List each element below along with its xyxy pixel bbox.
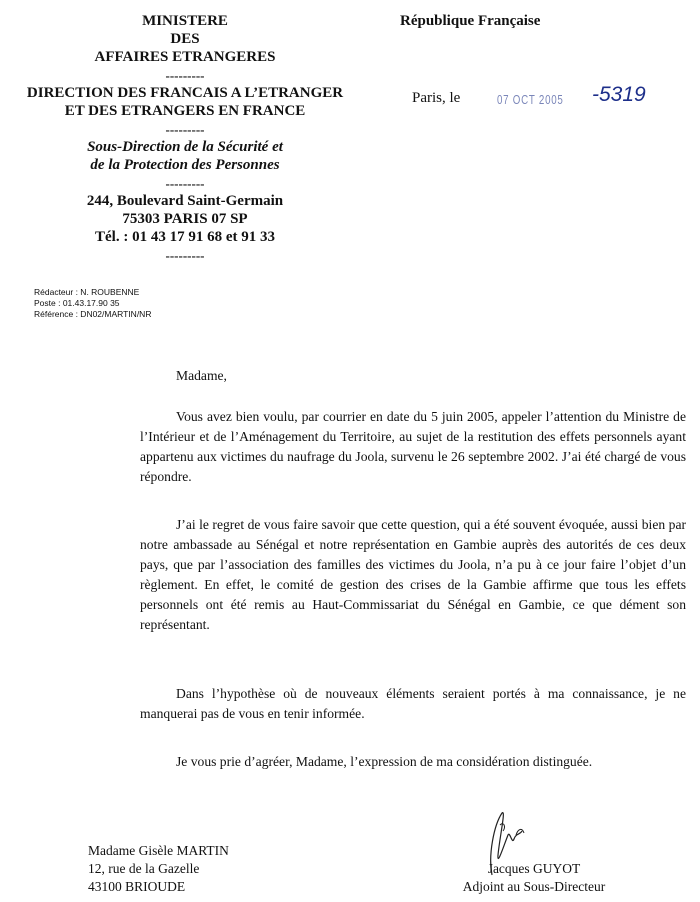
address-line-2: 75303 PARIS 07 SP: [122, 211, 248, 227]
separator: ---------: [165, 122, 205, 137]
recipient-name: Madame Gisèle MARTIN: [88, 843, 229, 858]
paragraph-4: Je vous prie d’agréer, Madame, l’expression de ma considération distinguée.: [176, 754, 593, 769]
recipient-block: [88, 842, 229, 896]
date-prefix: Paris, le: [412, 90, 461, 106]
meta-block: [34, 287, 151, 320]
salutation: Madame,: [176, 368, 227, 383]
recipient-street: 12, rue de la Gazelle: [88, 861, 200, 876]
separator: ---------: [165, 68, 205, 83]
recipient-city: 43100 BRIOUDE: [88, 879, 186, 894]
reference-number: -5319: [592, 83, 646, 106]
date-stamp: 07 OCT 2005: [497, 92, 564, 107]
signatory-block: [444, 860, 624, 896]
subdirection-line-1: Sous-Direction de la Sécurité et: [87, 139, 283, 155]
paragraph-3: Dans l’hypothèse où de nouveaux éléments seraient portés à ma connaissance, je ne manquerai pas de vous en tenir informée.: [140, 686, 686, 721]
direction-line-2: ET DES ETRANGERS EN FRANCE: [64, 103, 306, 119]
redacteur: Rédacteur : N. ROUBENNE: [34, 287, 140, 297]
direction-line-1: DIRECTION DES FRANCAIS A L’ETRANGER: [26, 85, 344, 101]
ministry-line-3: AFFAIRES ETRANGERES: [94, 49, 276, 65]
poste: Poste : 01.43.17.90 35: [34, 298, 120, 308]
paragraph-1: Vous avez bien voulu, par courrier en date du 5 juin 2005, appeler l’attention du Ministre de l’Intérieur et de l’Aménagement du Territoire, au sujet de la restitution des effets personnels ayant appartenu aux victimes du naufrage du Joola, survenu le 26 septembre 2002. J’ai été chargé de vous répondre.: [140, 409, 686, 484]
republic-heading: République Française: [400, 13, 541, 29]
separator: ---------: [165, 176, 205, 191]
subdirection-line-2: de la Protection des Personnes: [90, 157, 280, 173]
signatory-title: Adjoint au Sous-Directeur: [462, 879, 606, 894]
signatory-name: Jacques GUYOT: [487, 861, 581, 876]
ministry-line-1: MINISTERE: [142, 13, 228, 29]
reference: Référence : DN02/MARTIN/NR: [34, 309, 152, 319]
phone-line: Tél. : 01 43 17 91 68 et 91 33: [95, 229, 275, 245]
address-line-1: 244, Boulevard Saint-Germain: [86, 193, 284, 209]
paragraph-2: J’ai le regret de vous faire savoir que cette question, qui a été souvent évoquée, aussi bien par notre ambassade au Sénégal et notre représentation en Gambie auprès des autorités de ces deux pays, que par l’association des familles des victimes du Joola, n’a pu à ce jour faire l’objet d’un règlement. En effet, le comité de gestion des crises de la Gambie affirme que tous les effets personnels ont été remis au Haut-Commissariat du Sénégal en Gambie, ce que dément son représentant.: [140, 517, 686, 632]
separator: ---------: [165, 248, 205, 263]
ministry-line-2: DES: [170, 31, 200, 47]
